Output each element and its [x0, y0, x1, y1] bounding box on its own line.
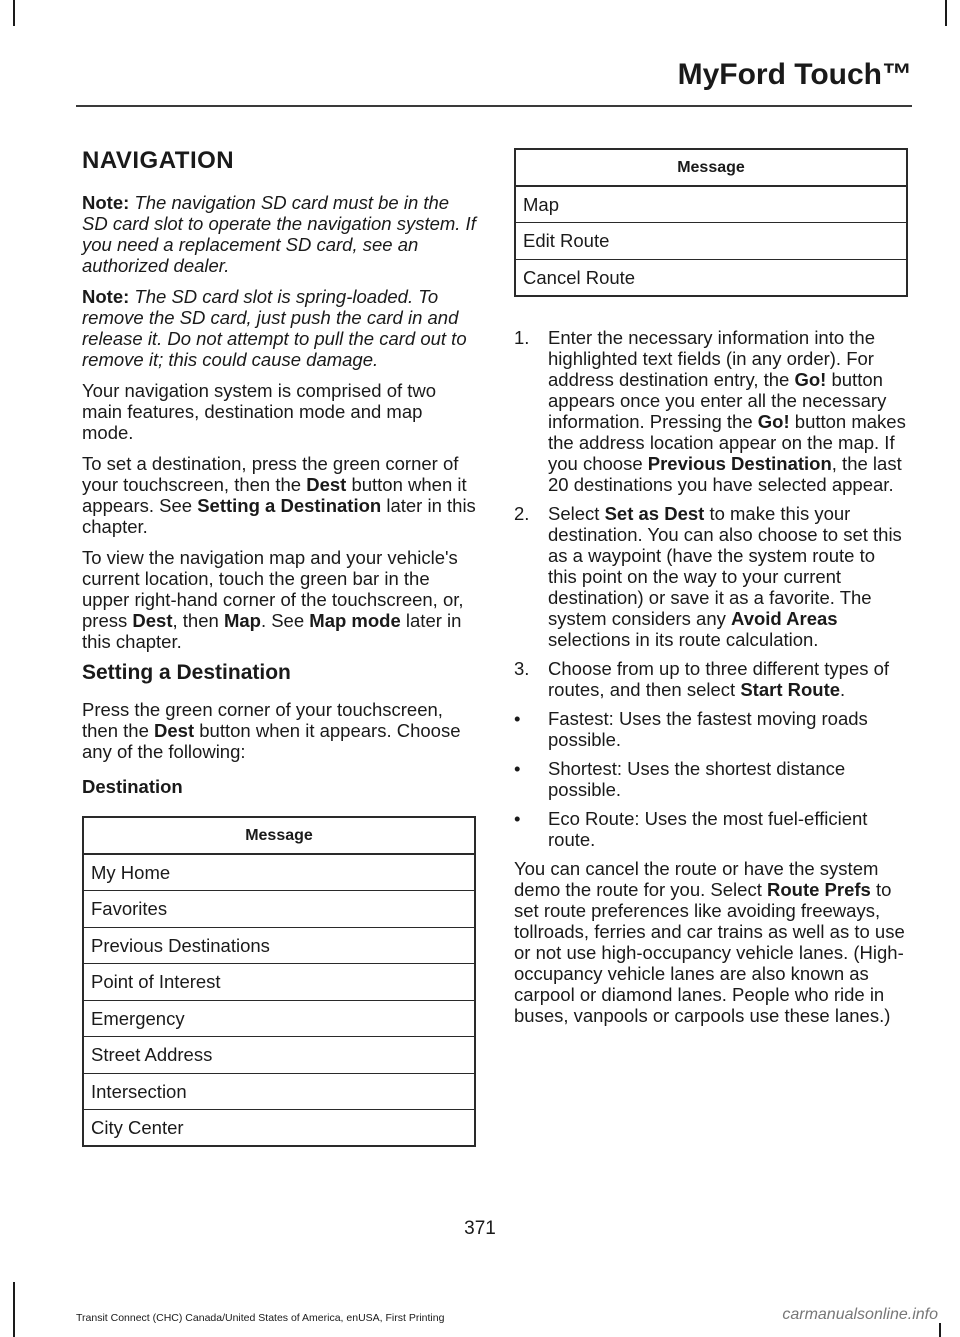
- table-cell: Intersection: [83, 1073, 475, 1110]
- page-footer: Transit Connect (CHC) Canada/United States of America, enUSA, First Printing: [76, 1312, 445, 1324]
- text-run: to set route preferences like avoiding freeways, tollroads, ferries and car trains as well as to use or not use high-occupancy vehicle lanes. (High-occupancy vehicle lanes are also known as carpool or diamond lanes. People who ride in buses, vanpools or carpools use these lanes.): [514, 878, 905, 1026]
- left-column: [82, 148, 476, 1179]
- bullet-icon: •: [514, 807, 521, 829]
- table-row: [83, 1110, 475, 1147]
- table-cell: Street Address: [83, 1037, 475, 1074]
- bullet-icon: •: [514, 707, 521, 729]
- table-row: [83, 927, 475, 964]
- header-divider: [76, 105, 912, 107]
- page-number: 371: [464, 1218, 496, 1239]
- note-label: Note:: [82, 192, 130, 213]
- table-row: [515, 223, 907, 260]
- text-run: Enter the necessary information into the highlighted text fields (in any order). For address destination entry, the: [548, 326, 876, 390]
- set-destination-paragraph: [82, 453, 476, 537]
- list-item: [514, 503, 908, 650]
- crop-mark-top-right: [945, 0, 947, 26]
- table-cell: City Center: [83, 1110, 475, 1147]
- text-run: button makes the address location appear on the map. If you choose: [548, 410, 906, 474]
- list-item: [514, 758, 908, 800]
- table-cell: My Home: [83, 854, 475, 891]
- map-button-ref: Map: [223, 610, 261, 631]
- text-run: , the last 20 destinations you have selected appear.: [548, 452, 902, 495]
- crop-mark-bottom-left: [13, 1282, 15, 1337]
- page-header-title: MyFord Touch™: [677, 58, 912, 91]
- intro-paragraph: Your navigation system is comprised of two main features, destination mode and map mode.: [82, 380, 437, 443]
- text-run: later in this chapter.: [82, 610, 462, 652]
- bullet-text: Fastest: Uses the fastest moving roads possible.: [548, 707, 868, 750]
- text-run: To view the navigation map and your vehicle's current location, touch the green bar in the upper right-hand corner of the touchscreen, or, press: [82, 547, 464, 631]
- route-prefs-paragraph: [514, 858, 908, 1026]
- text-run: button appears once you enter all the necessary information. Pressing the: [548, 368, 887, 432]
- text-run: Press the green corner of your touchscreen, then the: [82, 699, 443, 741]
- text-run: . See: [260, 610, 310, 631]
- text-run: Select: [548, 502, 605, 524]
- note-text: The navigation SD card must be in the SD card slot to operate the navigation system. If you need a replacement SD card, see an authorized dealer.: [82, 192, 476, 276]
- steps-list: [514, 327, 908, 700]
- text-run: later in this chapter.: [82, 495, 476, 537]
- crop-mark-bottom-right: [939, 1323, 941, 1337]
- bullet-text: Shortest: Uses the shortest distance possible.: [548, 757, 846, 800]
- table-row: [515, 186, 907, 223]
- text-run: selections in its route calculation.: [548, 628, 819, 650]
- table-header: Message: [83, 817, 475, 854]
- table-cell: Edit Route: [515, 223, 907, 260]
- text-run: to make this your destination. You can also choose to set this as a waypoint (have the system route to this point on the way to your current destination) or save it as a favorite. The system considers any: [548, 502, 902, 629]
- table-row: [83, 964, 475, 1001]
- text-run: You can cancel the route or have the system demo the route for you. Select: [514, 857, 879, 900]
- text-run: Choose from up to three different types of routes, and then select: [548, 657, 890, 700]
- map-mode-ref: Map mode: [309, 610, 401, 631]
- table-row: [515, 259, 907, 296]
- table-label: Destination: [82, 776, 183, 797]
- list-item: [514, 708, 908, 750]
- note-text: The SD card slot is spring-loaded. To remove the SD card, just push the card in and release it. Do not attempt to pull the card out to remove it; this could cause damage.: [82, 286, 467, 370]
- table-row: [83, 1073, 475, 1110]
- text-run: .: [840, 678, 846, 700]
- note-sd-card: [82, 192, 476, 276]
- list-item: [514, 658, 908, 700]
- set-as-dest-ref: Set as Dest: [604, 502, 705, 524]
- crop-mark-top-left: [13, 0, 15, 26]
- note-label: Note:: [82, 286, 130, 307]
- list-item: [514, 327, 908, 495]
- table-cell: Map: [515, 186, 907, 223]
- bullet-text: Eco Route: Uses the most fuel-efficient route.: [548, 807, 868, 850]
- text-run: , then: [172, 610, 224, 631]
- text-run: button when it appears. Choose any of the following:: [82, 720, 461, 762]
- table-cell: Cancel Route: [515, 259, 907, 296]
- table-row: [83, 854, 475, 891]
- table-row: [83, 1000, 475, 1037]
- table-row: [83, 891, 475, 928]
- table-row: [83, 1037, 475, 1074]
- step-number: 2.: [514, 502, 530, 524]
- route-prefs-ref: Route Prefs: [766, 878, 871, 900]
- watermark: carmanualsonline.info: [782, 1306, 938, 1323]
- table-cell: Emergency: [83, 1000, 475, 1037]
- table-cell: Favorites: [83, 891, 475, 928]
- subsection-heading: Setting a Destination: [82, 661, 291, 684]
- go-button-ref: Go!: [757, 410, 790, 432]
- setting-destination-ref: Setting a Destination: [197, 495, 382, 516]
- text-run: To set a destination, press the green corner of your touchscreen, then the: [82, 453, 459, 495]
- destination-table: [82, 816, 476, 1147]
- bullet-icon: •: [514, 757, 521, 779]
- step-number: 1.: [514, 326, 530, 348]
- list-item: [514, 808, 908, 850]
- start-route-ref: Start Route: [740, 678, 841, 700]
- dest-button-ref: Dest: [132, 610, 173, 631]
- route-types-list: [514, 708, 908, 850]
- right-column: [514, 148, 908, 1036]
- table-cell: Previous Destinations: [83, 927, 475, 964]
- table-header: Message: [515, 149, 907, 186]
- view-map-paragraph: [82, 547, 476, 652]
- route-message-table: [514, 148, 908, 297]
- avoid-areas-ref: Avoid Areas: [731, 607, 838, 629]
- dest-button-ref: Dest: [306, 474, 347, 495]
- dest-button-ref: Dest: [154, 720, 195, 741]
- choose-paragraph: [82, 699, 476, 762]
- previous-destination-ref: Previous Destination: [647, 452, 832, 474]
- go-button-ref: Go!: [794, 368, 827, 390]
- table-cell: Point of Interest: [83, 964, 475, 1001]
- note-spring-loaded: [82, 286, 476, 370]
- step-number: 3.: [514, 657, 530, 679]
- text-run: button when it appears. See: [82, 474, 467, 516]
- section-heading: NAVIGATION: [82, 147, 235, 174]
